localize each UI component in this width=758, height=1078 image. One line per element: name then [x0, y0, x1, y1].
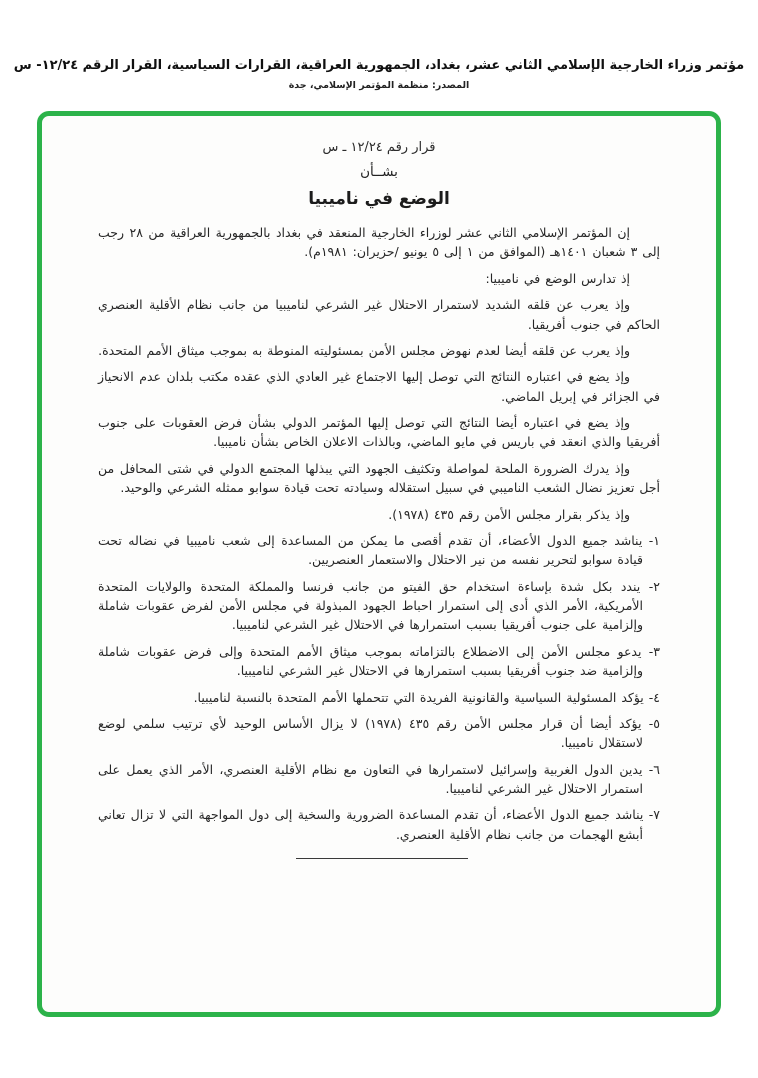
document-paragraph: إن المؤتمر الإسلامي الثاني عشر لوزراء الخارجية المنعقد في بغداد بالجمهورية العراقية من ٢٨ رجب إلى ٣ شعبان ١٤٠١هـ (الموافق من ١ إلى ٥ يونيو /حزيران: ١٩٨١م). [98, 225, 660, 260]
document-paragraph: وإذ يضع في اعتباره النتائج التي توصل إليها الاجتماع غير العادي الذي عقده مكتب بلدان عدم الانحياز في الجزائر في إبريل الماضي. [98, 369, 660, 404]
document-paragraph: ٧- يناشد جميع الدول الأعضاء، أن تقدم المساعدة الضرورية والسخية إلى دول المواجهة التي لا تزال تعاني أبشع الهجمات من جانب نظام الأقلية العنصري. [98, 807, 660, 842]
page-header [0, 0, 758, 91]
source-line: المصدر: منظمة المؤتمر الإسلامي، جدة [288, 80, 470, 91]
document-paragraph: وإذ يضع في اعتباره أيضا النتائج التي توصل إليها المؤتمر الدولي بشأن فرض العقوبات على جنوب أفريقيا والذي انعقد في باريس في مايو الماضي، وبالذات الاعلان الخاص بشأن ناميبيا. [98, 415, 660, 450]
resolution-number: قرار رقم ١٢/٢٤ ـ س [322, 140, 436, 155]
footer-rule [296, 858, 468, 859]
document-paragraph: وإذ يذكر بقرار مجلس الأمن رقم ٤٣٥ (١٩٧٨). [388, 506, 630, 522]
document-paragraph: إذ تدارس الوضع في ناميبيا: [485, 270, 630, 286]
document-body [98, 223, 660, 844]
document-title: الوضع في ناميبيا [308, 189, 450, 209]
subject-word: بشــأن [360, 164, 398, 180]
document-paragraph: وإذ يعرب عن قلقه أيضا لعدم نهوض مجلس الأمن بمسئوليته المنوطة به بموجب ميثاق الأمم المتحدة. [98, 342, 630, 358]
document-paragraph: وإذ يعرب عن قلقه الشديد لاستمرار الاحتلال غير الشرعي لناميبيا من جانب نظام الأقلية العنصري الحاكم في جنوب أفريقيا. [98, 297, 660, 332]
document-paragraph: ٥- يؤكد أيضا أن قرار مجلس الأمن رقم ٤٣٥ (١٩٧٨) لا يزال الأساس الوحيد لأي ترتيب سلمي لوضع لاستقلال ناميبيا. [98, 715, 660, 751]
document-paragraph: ١- يناشد جميع الدول الأعضاء، أن تقدم أقصى ما يمكن من المساعدة إلى شعب ناميبيا في نضاله تحت قيادة سوابو لتحرير نفسه من نير الاحتلال والاستعمار العنصريين. [98, 532, 660, 568]
scanned-document-frame [37, 111, 721, 1017]
document-paragraph: ٣- يدعو مجلس الأمن إلى الاضطلاع بالتزاماته بموجب ميثاق الأمم المتحدة وإلى فرض عقوبات شاملة وإلزامية ضد جنوب أفريقيا بسبب استمرارها في الاحتلال غير الشرعي لناميبيا. [98, 643, 660, 679]
document-paragraph: وإذ يدرك الضرورة الملحة لمواصلة وتكثيف الجهود التي يبذلها المجتمع الدولي في شتى المحافل من أجل تعزيز نضال الشعب الناميبي في سبيل استقلاله وسيادته تحت قيادة سوابو ممثله الشرعي والوحيد. [98, 460, 660, 496]
document-paragraph: ٢- يندد بكل شدة بإساءة استخدام حق الفيتو من جانب فرنسا والمملكة المتحدة والولايات المتحدة الأمريكية، الأمر الذي أدى إلى استمرار احباط الجهود المبذولة في مجلس الأمن لفرض عقوبات شاملة وإلزامية على جنوب أفريقيا بسبب استمرارها في الاحتلال غير الشرعي لناميبيا. [98, 578, 660, 633]
document-paragraph: ٤- يؤكد المسئولية السياسية والقانونية الفريدة التي تتحملها الأمم المتحدة بالنسبة لناميبيا. [193, 689, 660, 705]
document-paragraph: ٦- يدين الدول الغربية وإسرائيل لاستمرارها في التعاون مع نظام الأقلية العنصري، الأمر الذي يعمل على استمرار الاحتلال غير الشرعي لناميبيا. [98, 761, 660, 796]
document-citation-line: مؤتمر وزراء الخارجية الإسلامي الثاني عشر، بغداد، الجمهورية العراقية، القرارات السياسية، القرار الرقم ١٢/٢٤- س [13, 58, 745, 73]
